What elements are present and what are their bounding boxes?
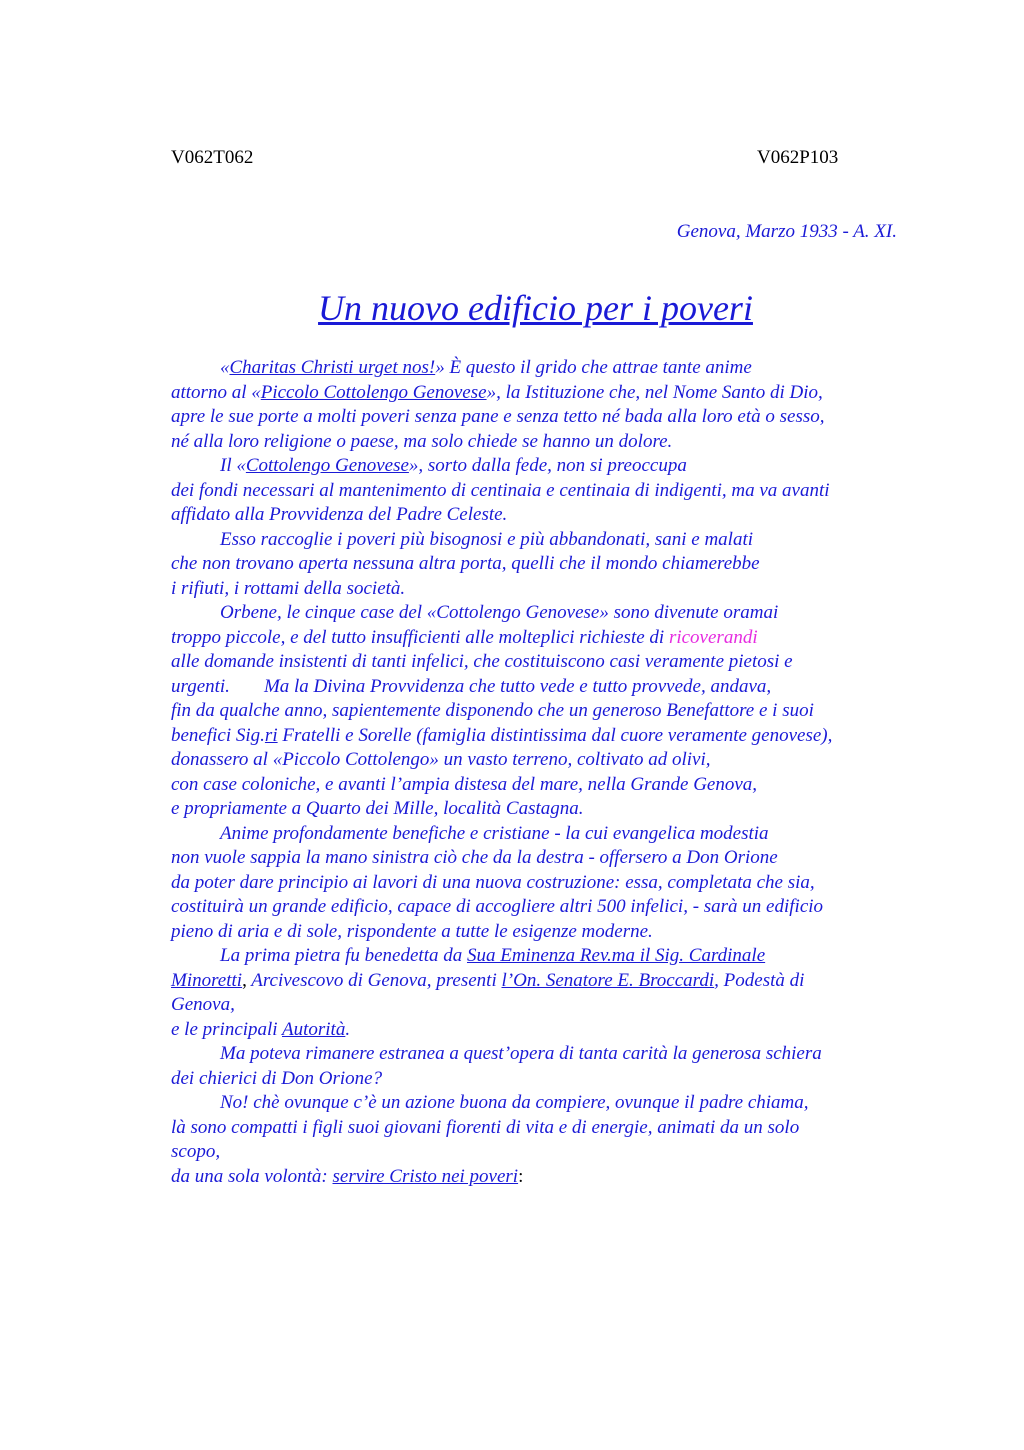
text-line: con case coloniche, e avanti l’ampia distesa del mare, nella Grande Genova,: [171, 773, 758, 795]
text-line: Esso raccoglie i poveri più bisognosi e più abbandonati, sani e malati: [220, 528, 754, 550]
text-span: Fratelli e Sorelle (famiglia distintissima dal cuore veramente genovese),: [277, 724, 833, 746]
text-line: Anime profondamente benefiche e cristiane - la cui evangelica modestia: [220, 822, 769, 844]
highlighted-word: ricoverandi: [668, 626, 758, 648]
text-line: [171, 381, 901, 406]
text-span: », sorto dalla fede, non si preoccupa: [408, 455, 687, 476]
quote-link[interactable]: Charitas Christi urget nos!: [229, 357, 436, 378]
text-line: fin da qualche anno, sapientemente disponendo che un generoso Benefattore e i suoi: [171, 700, 814, 721]
text-line: [171, 454, 901, 479]
page-title: Un nuovo edificio per i poveri: [318, 288, 753, 328]
text-span: e le principali: [171, 1018, 282, 1040]
text-line: da poter dare principio ai lavori di una nuova costruzione: essa, completata che sia,: [171, 871, 815, 893]
cardinal-link[interactable]: Sua Eminenza Rev.ma il Sig. Cardinale: [466, 945, 766, 966]
text-line: scopo,: [171, 1141, 221, 1162]
text-line: e propriamente a Quarto dei Mille, località Castagna.: [171, 798, 584, 819]
text-line: alle domande insistenti di tanti infelici, che costituiscono casi veramente pietosi e: [171, 651, 793, 672]
text-span: attorno al «: [171, 381, 261, 403]
text-span: », la Istituzione che, nel Nome Santo di Dio,: [486, 381, 823, 403]
article-body: [171, 356, 901, 1189]
document-code-left: V062T062: [171, 147, 254, 168]
document-code-right: V062P103: [757, 147, 839, 168]
text-line: No! chè ovunque c’è un azione buona da compiere, ovunque il padre chiama,: [220, 1092, 809, 1113]
text-span: urgenti.: [171, 675, 230, 697]
text-line: [171, 944, 901, 969]
institution-link[interactable]: Cottolengo Genovese: [245, 455, 409, 476]
text-span: Ma la Divina Provvidenza che tutto vede e tutto provvede, andava,: [263, 675, 772, 697]
text-span: Arcivescovo di Genova, presenti: [246, 969, 502, 991]
senator-link[interactable]: l’On. Senatore E. Broccardi: [501, 969, 715, 991]
institution-link[interactable]: Piccolo Cottolengo Genovese: [260, 381, 487, 403]
text-line: Ma poteva rimanere estranea a quest’opera di tanta carità la generosa schiera: [220, 1043, 822, 1064]
text-line: là sono compatti i figli suoi giovani fiorenti di vita e di energie, animati da un solo: [171, 1116, 800, 1138]
text-line: [171, 1165, 901, 1190]
text-span: La prima pietra fu benedetta da: [220, 945, 467, 966]
text-line: donassero al «Piccolo Cottolengo» un vasto terreno, coltivato ad olivi,: [171, 749, 711, 770]
text-span: ,: [242, 969, 247, 991]
text-span: benefici Sig.: [171, 724, 265, 746]
text-line: che non trovano aperta nessuna altra porta, quelli che il mondo chiamerebbe: [171, 553, 760, 574]
text-line: affidato alla Provvidenza del Padre Celeste.: [171, 504, 508, 525]
text-line: costituirà un grande edificio, capace di accogliere altri 500 infelici, - sarà un edificio: [171, 896, 824, 917]
text-line: Genova,: [171, 994, 235, 1015]
text-span: da una sola volontà:: [171, 1165, 333, 1187]
text-span: » È questo il grido che attrae tante anime: [435, 357, 752, 378]
text-span: Il «: [220, 455, 246, 476]
text-span: , Podestà di: [714, 969, 805, 991]
text-line: dei fondi necessari al mantenimento di centinaia e centinaia di indigenti, ma va avanti: [171, 479, 830, 501]
text-line: dei chierici di Don Orione?: [171, 1067, 383, 1089]
text-span: :: [518, 1165, 524, 1187]
motto-link[interactable]: servire Cristo nei poveri: [332, 1165, 519, 1187]
text-span: troppo piccole, e del tutto insufficienti alle molteplici richieste di: [171, 626, 669, 648]
text-line: [171, 724, 901, 749]
authorities-link[interactable]: Autorità: [282, 1018, 346, 1040]
text-span: «: [220, 357, 230, 378]
abbreviation-link[interactable]: ri: [264, 724, 278, 746]
text-line: non vuole sappia la mano sinistra ciò che da la destra - offersero a Don Orione: [171, 847, 778, 868]
text-line: pieno di aria e di sole, rispondente a tutte le esigenze moderne.: [171, 920, 653, 942]
dateline: Genova, Marzo 1933 - A. XI.: [676, 221, 897, 242]
text-line: i rifiuti, i rottami della società.: [171, 577, 406, 599]
text-line: [171, 969, 901, 994]
text-line: [171, 675, 901, 700]
cardinal-link[interactable]: Minoretti: [171, 969, 243, 991]
text-line: apre le sue porte a molti poveri senza pane e senza tetto né bada alla loro età o sesso,: [171, 406, 825, 427]
text-line: né alla loro religione o paese, ma solo chiede se hanno un dolore.: [171, 430, 673, 452]
text-line: [171, 356, 901, 381]
text-span: .: [345, 1018, 351, 1040]
text-line: Orbene, le cinque case del «Cottolengo Genovese» sono divenute oramai: [220, 602, 779, 623]
text-line: [171, 626, 901, 651]
text-line: [171, 1018, 901, 1043]
